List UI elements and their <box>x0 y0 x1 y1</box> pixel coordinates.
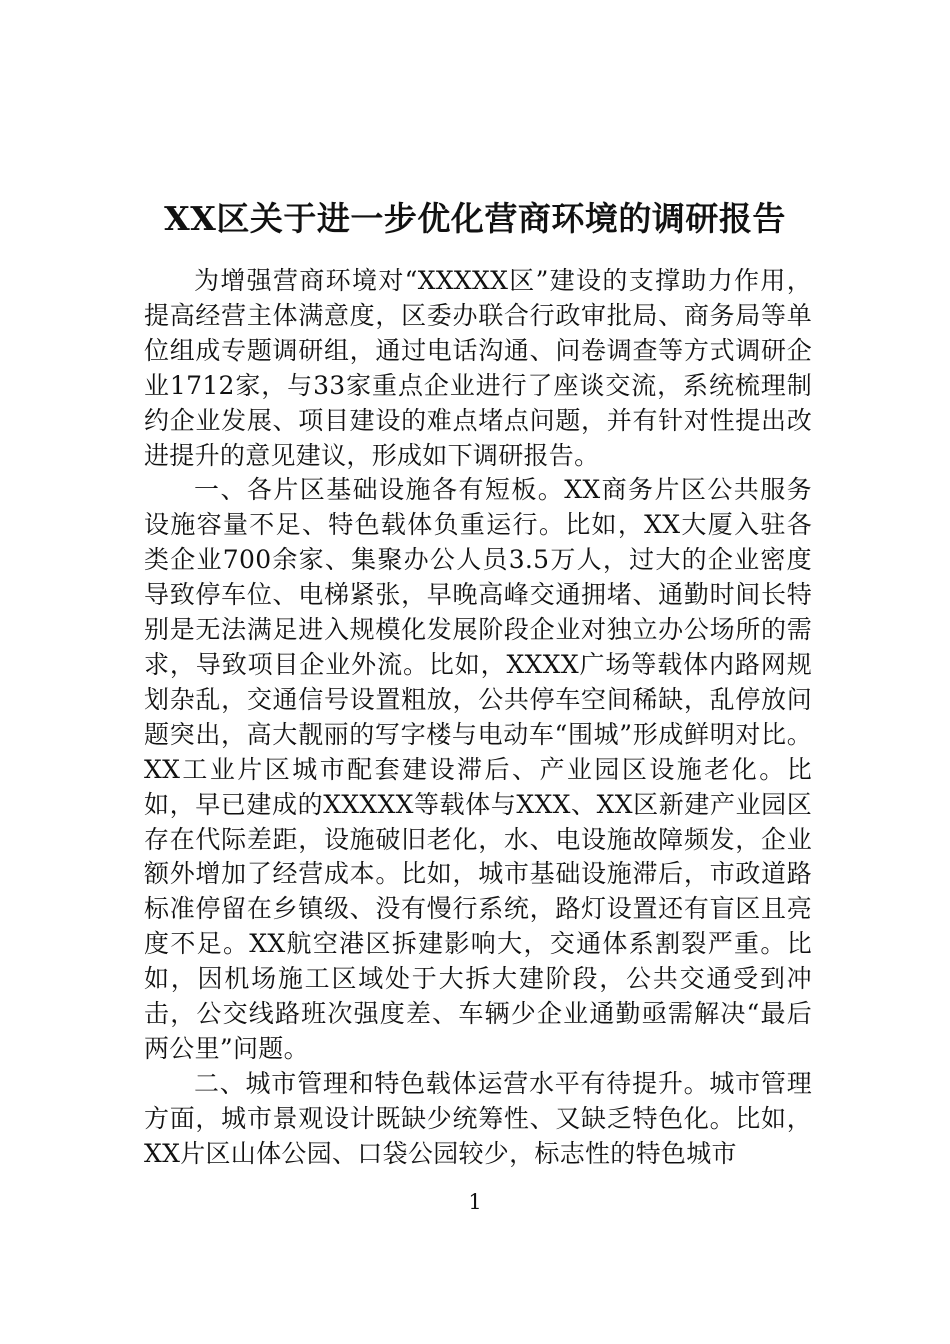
section-two-paragraph: 二、城市管理和特色载体运营水平有待提升。城市管理方面，城市景观设计既缺少统筹性、又缺乏特色化。比如，XX片区山体公园、口袋公园较少，标志性的特色城市 <box>144 1068 812 1168</box>
section-one-paragraph: 一、各片区基础设施各有短板。XX商务片区公共服务设施容量不足、特色载体负重运行。比如，XX大厦入驻各类企业700余家、集聚办公人员3.5万人，过大的企业密度导致停车位、电梯紧张，早晚高峰交通拥堵、通勤时间长特别是无法满足进入规模化发展阶段企业对独立办公场所的需求，导致项目企业外流。比如，XXXX广场等载体内路网规划杂乱，交通信号设置粗放，公共停车空间稀缺，乱停放问题突出，高大靓丽的写字楼与电动车“围城”形成鲜明对比。XX工业片区城市配套建设滞后、产业园区设施老化。比如，早已建成的XXXXX等载体与XXX、XX区新建产业园区存在代际差距，设施破旧老化，水、电设施故障频发，企业额外增加了经营成本。比如，城市基础设施滞后，市政道路标准停留在乡镇级、没有慢行系统，路灯设置还有盲区且亮度不足。XX航空港区拆建影响大，交通体系割裂严重。比如，因机场施工区域处于大拆大建阶段，公共交通受到冲击，公交线路班次强度差、车辆少企业通勤亟需解决“最后两公里”问题。 <box>144 475 812 1063</box>
document-title: XX区关于进一步优化营商环境的调研报告 <box>164 199 786 239</box>
intro-paragraph: 为增强营商环境对“XXXXX区”建设的支撑助力作用，提高经营主体满意度，区委办联合行政审批局、商务局等单位组成专题调研组，通过电话沟通、问卷调查等方式调研企业1712家，与33家重点企业进行了座谈交流，系统梳理制约企业发展、项目建设的难点堵点问题，并有针对性提出改进提升的意见建议，形成如下调研报告。 <box>144 266 812 470</box>
page-number: 1 <box>468 1190 482 1214</box>
document-body <box>144 264 812 1172</box>
